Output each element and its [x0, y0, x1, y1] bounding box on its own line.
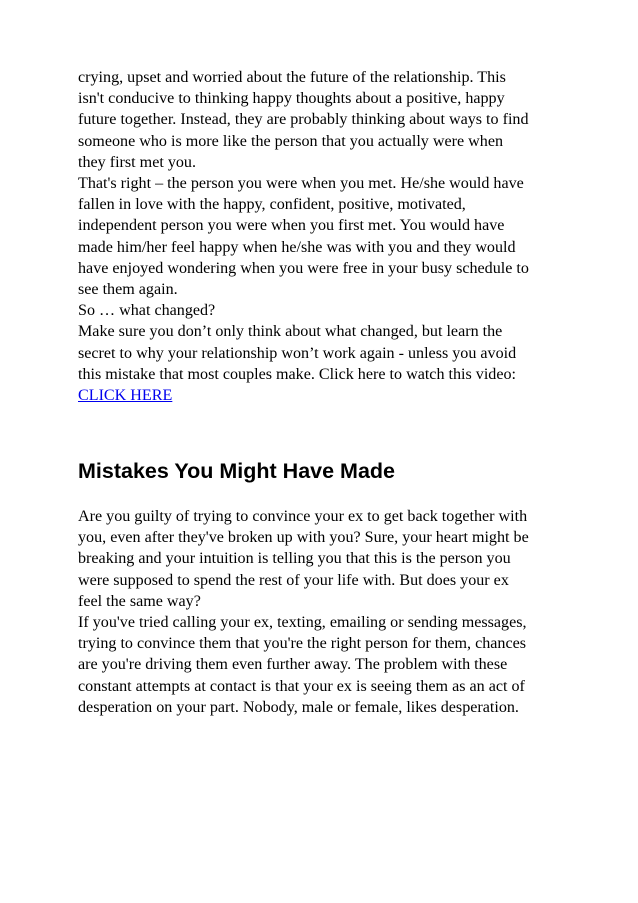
text-line: see them again. [78, 281, 178, 299]
text-line: made him/her feel happy when he/she was with you and they would [78, 238, 516, 256]
paragraph-video-call-to-action [78, 321, 568, 385]
text-line: feel the same way? [78, 592, 201, 610]
text-line: have enjoyed wondering when you were free in your busy schedule to [78, 259, 529, 277]
paragraph-person-you-were [78, 173, 568, 300]
text-line: crying, upset and worried about the future of the relationship. This [78, 69, 506, 86]
text-line: you, even after they've broken up with you? Sure, your heart might be [78, 529, 529, 547]
text-line: independent person you were when you first met. You would have [78, 217, 505, 235]
paragraph-what-changed [78, 300, 568, 321]
text-line: Make sure you don’t only think about what changed, but learn the [78, 323, 503, 341]
paragraph-relationship-worry [78, 67, 568, 173]
text-line: constant attempts at contact is that your ex is seeing them as an act of [78, 677, 525, 695]
text-line: isn't conducive to thinking happy thoughts about a positive, happy [78, 90, 505, 108]
text-line: breaking and your intuition is telling you that this is the person you [78, 550, 511, 568]
text-line: Are you guilty of trying to convince your ex to get back together with [78, 508, 528, 526]
text-line: fallen in love with the happy, confident, positive, motivated, [78, 196, 466, 214]
text-line: future together. Instead, they are probably thinking about ways to find [78, 111, 529, 129]
text-line: desperation on your part. Nobody, male or female, likes desperation. [78, 698, 519, 716]
document-page [78, 67, 568, 718]
click-here-link[interactable]: CLICK HERE [78, 387, 173, 405]
text-line: are you're driving them even further away. The problem with these [78, 656, 508, 674]
text-line: this mistake that most couples make. Click here to watch this video: [78, 365, 517, 383]
paragraph-desperation [78, 612, 568, 718]
section-heading: Mistakes You Might Have Made [78, 459, 396, 484]
text-line: trying to convince them that you're the right person for them, chances [78, 635, 527, 653]
text-line: So … what changed? [78, 302, 216, 320]
paragraph-convince-ex [78, 506, 568, 612]
text-line: That's right – the person you were when you met. He/she would have [78, 175, 524, 193]
text-line: they first met you. [78, 153, 196, 171]
text-line: someone who is more like the person that you actually were when [78, 132, 504, 150]
text-line: If you've tried calling your ex, texting, emailing or sending messages, [78, 614, 527, 632]
text-line: secret to why your relationship won’t work again - unless you avoid [78, 344, 517, 362]
text-line: were supposed to spend the rest of your life with. But does your ex [78, 571, 509, 589]
